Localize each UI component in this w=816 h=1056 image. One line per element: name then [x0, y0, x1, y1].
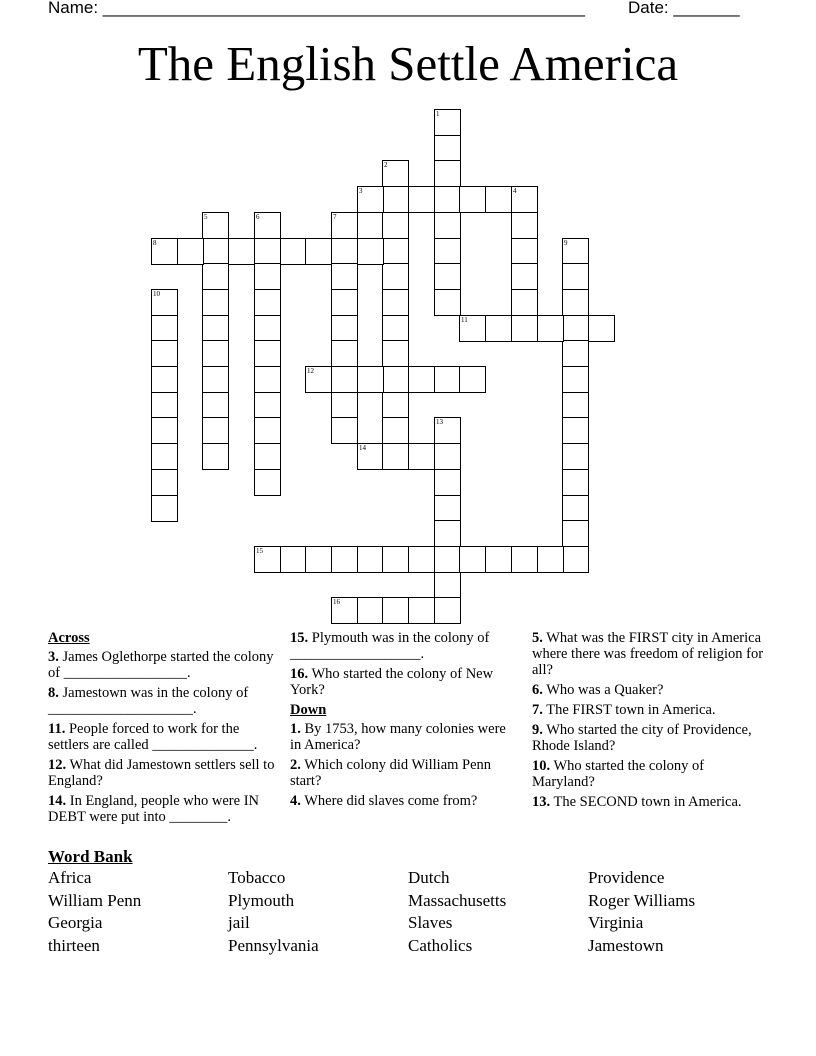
crossword-cell[interactable]	[202, 289, 229, 316]
cell-number: 14	[359, 444, 366, 452]
word-bank-item: Massachusetts	[408, 891, 507, 910]
crossword-cell[interactable]	[202, 212, 229, 239]
crossword-cell[interactable]	[254, 315, 281, 342]
crossword-cell[interactable]	[202, 366, 229, 393]
crossword-cell[interactable]	[511, 315, 538, 342]
word-bank-item: Slaves	[408, 913, 453, 932]
crossword-cell[interactable]	[280, 238, 307, 265]
cell-number: 7	[333, 213, 337, 221]
crossword-cell[interactable]	[357, 238, 384, 265]
crossword-cell[interactable]	[562, 469, 589, 496]
crossword-cell[interactable]	[434, 366, 461, 393]
crossword-cell[interactable]	[434, 597, 461, 624]
crossword-cell[interactable]	[511, 212, 538, 239]
crossword-cell[interactable]	[408, 186, 435, 213]
crossword-cell[interactable]	[202, 340, 229, 367]
crossword-cell[interactable]	[382, 597, 409, 624]
crossword-cell[interactable]	[434, 135, 461, 162]
clue-across-11: 11. People forced to work for the settlers are called ______________.	[48, 721, 258, 753]
crossword-cell[interactable]	[151, 495, 178, 522]
crossword-cell[interactable]	[254, 289, 281, 316]
crossword-cell[interactable]	[537, 315, 564, 342]
crossword-cell[interactable]	[331, 238, 358, 265]
crossword-cell[interactable]	[511, 238, 538, 265]
crossword-cell[interactable]	[434, 263, 461, 290]
word-bank-item: Pennsylvania	[228, 936, 319, 955]
word-bank-item: Providence	[588, 868, 665, 887]
word-bank-item: William Penn	[48, 891, 142, 910]
crossword-cell[interactable]	[254, 469, 281, 496]
crossword-cell[interactable]	[511, 289, 538, 316]
crossword-cell[interactable]	[151, 315, 178, 342]
crossword-cell[interactable]	[254, 263, 281, 290]
crossword-cell[interactable]	[202, 392, 229, 419]
crossword-cell[interactable]	[151, 469, 178, 496]
crossword-cell[interactable]	[331, 417, 358, 444]
cell-number: 16	[333, 598, 340, 606]
clue-down-9: 9. Who started the city of Providence, Rhode Island?	[532, 722, 752, 754]
crossword-cell[interactable]	[459, 186, 486, 213]
crossword-cell[interactable]	[434, 186, 461, 213]
crossword-cell[interactable]	[588, 315, 615, 342]
crossword-cell[interactable]	[382, 392, 409, 419]
clue-across-15: 15. Plymouth was in the colony of __________________.	[290, 630, 490, 662]
page-title: The English Settle America	[137, 36, 679, 91]
word-bank-item: Catholics	[408, 936, 473, 955]
crossword-cell[interactable]	[357, 443, 384, 470]
crossword-cell[interactable]	[202, 417, 229, 444]
crossword-cell[interactable]	[408, 443, 435, 470]
crossword-cell[interactable]	[151, 392, 178, 419]
cell-number: 9	[564, 239, 568, 247]
crossword-cell[interactable]	[151, 443, 178, 470]
crossword-cell[interactable]	[357, 366, 384, 393]
crossword-cell[interactable]	[357, 186, 384, 213]
word-bank-item: thirteen	[48, 936, 100, 955]
crossword-cell[interactable]	[331, 597, 358, 624]
crossword-cell[interactable]	[331, 392, 358, 419]
crossword-cell[interactable]	[562, 520, 589, 547]
crossword-cell[interactable]	[151, 340, 178, 367]
crossword-cell[interactable]	[382, 315, 409, 342]
crossword-cell[interactable]	[254, 443, 281, 470]
crossword-cell[interactable]	[562, 263, 589, 290]
crossword-cell[interactable]	[254, 340, 281, 367]
word-bank-item: Plymouth	[228, 891, 295, 910]
crossword-cell[interactable]	[434, 212, 461, 239]
crossword-cell[interactable]	[485, 186, 512, 213]
date-field[interactable]: Date: _______	[628, 0, 740, 17]
crossword-cell[interactable]	[485, 315, 512, 342]
crossword-cell[interactable]	[202, 315, 229, 342]
cell-number: 12	[307, 367, 314, 375]
crossword-cell[interactable]	[151, 289, 178, 316]
word-bank-item: Tobacco	[228, 868, 286, 887]
word-bank-item: Jamestown	[588, 936, 664, 955]
cell-number: 5	[204, 213, 208, 221]
crossword-cell[interactable]	[511, 263, 538, 290]
crossword-cell[interactable]	[537, 546, 564, 573]
across-heading: Across	[48, 630, 90, 646]
clues-column-1	[48, 630, 278, 829]
crossword-cell[interactable]	[434, 495, 461, 522]
crossword-cell[interactable]	[382, 443, 409, 470]
crossword-cell[interactable]	[434, 289, 461, 316]
clue-down-2: 2. Which colony did William Penn start?	[290, 757, 492, 789]
crossword-cell[interactable]	[254, 417, 281, 444]
clue-down-1: 1. By 1753, how many colonies were in America?	[290, 721, 506, 753]
word-bank-item: jail	[228, 913, 250, 932]
cell-number: 3	[359, 187, 363, 195]
crossword-cell[interactable]	[434, 520, 461, 547]
crossword-cell[interactable]	[382, 340, 409, 367]
word-bank-item: Virginia	[588, 913, 644, 932]
crossword-cell[interactable]	[434, 443, 461, 470]
clue-down-6: 6. Who was a Quaker?	[532, 682, 664, 698]
word-bank-item: Georgia	[48, 913, 103, 932]
crossword-cell[interactable]	[254, 212, 281, 239]
crossword-cell[interactable]	[382, 186, 409, 213]
crossword-cell[interactable]	[562, 340, 589, 367]
cell-number: 1	[436, 110, 440, 118]
clue-across-12: 12. What did Jamestown settlers sell to England?	[48, 757, 275, 789]
crossword-cell[interactable]	[305, 546, 332, 573]
cell-number: 10	[153, 290, 160, 298]
clue-across-14: 14. In England, people who were IN DEBT were put into ________.	[48, 793, 259, 825]
crossword-cell[interactable]	[408, 366, 435, 393]
crossword-cell[interactable]	[562, 546, 589, 573]
crossword-cell[interactable]	[511, 186, 538, 213]
clue-across-8: 8. Jamestown was in the colony of ____________________.	[48, 685, 249, 717]
crossword-cell[interactable]	[562, 238, 589, 265]
crossword-cell[interactable]	[434, 160, 461, 187]
crossword-cell[interactable]	[562, 366, 589, 393]
crossword-cell[interactable]	[331, 340, 358, 367]
crossword-cell[interactable]	[434, 572, 461, 599]
crossword-cell[interactable]	[280, 546, 307, 573]
crossword-cell[interactable]	[382, 546, 409, 573]
crossword-cell[interactable]	[331, 366, 358, 393]
crossword-cell[interactable]	[434, 469, 461, 496]
crossword-cell[interactable]	[434, 546, 461, 573]
cell-number: 4	[513, 187, 517, 195]
clue-down-4: 4. Where did slaves come from?	[290, 793, 478, 809]
clue-down-5: 5. What was the FIRST city in America where there was freedom of religion for all?	[532, 630, 764, 678]
crossword-cell[interactable]	[357, 597, 384, 624]
crossword-cell[interactable]	[305, 366, 332, 393]
clue-down-7: 7. The FIRST town in America.	[532, 702, 716, 718]
crossword-cell[interactable]	[459, 546, 486, 573]
crossword-cell[interactable]	[151, 238, 178, 265]
cell-number: 2	[384, 161, 388, 169]
crossword-cell[interactable]	[382, 263, 409, 290]
crossword-cell[interactable]	[511, 546, 538, 573]
crossword-cell[interactable]	[459, 315, 486, 342]
clue-across-3: 3. James Oglethorpe started the colony of _________________.	[48, 649, 274, 681]
crossword-cell[interactable]	[562, 417, 589, 444]
crossword-cell[interactable]	[562, 315, 589, 342]
crossword-cell[interactable]	[177, 238, 204, 265]
crossword-cell[interactable]	[331, 315, 358, 342]
crossword-cell[interactable]	[485, 546, 512, 573]
crossword-cell[interactable]	[202, 443, 229, 470]
clues-column-2	[290, 630, 510, 813]
word-bank-item: Roger Williams	[588, 891, 696, 910]
crossword-cell[interactable]	[151, 417, 178, 444]
crossword-cell[interactable]	[254, 366, 281, 393]
crossword-cell[interactable]	[434, 109, 461, 136]
crossword-cell[interactable]	[202, 263, 229, 290]
crossword-cell[interactable]	[382, 366, 409, 393]
crossword-cell[interactable]	[228, 238, 255, 265]
crossword-cell[interactable]	[254, 392, 281, 419]
crossword-cell[interactable]	[357, 546, 384, 573]
clue-across-16: 16. Who started the colony of New York?	[290, 666, 494, 698]
crossword-cell[interactable]	[331, 263, 358, 290]
crossword-cell[interactable]	[382, 289, 409, 316]
crossword-cell[interactable]	[408, 597, 435, 624]
crossword-cell[interactable]	[254, 546, 281, 573]
crossword-cell[interactable]	[562, 289, 589, 316]
crossword-cell[interactable]	[151, 366, 178, 393]
crossword-cell[interactable]	[562, 495, 589, 522]
crossword-cell[interactable]	[434, 238, 461, 265]
crossword-cell[interactable]	[408, 546, 435, 573]
crossword-cell[interactable]	[382, 212, 409, 239]
crossword-cell[interactable]	[202, 238, 229, 265]
cell-number: 15	[256, 547, 263, 555]
crossword-cell[interactable]	[382, 160, 409, 187]
crossword-cell[interactable]	[459, 366, 486, 393]
cell-number: 13	[436, 418, 443, 426]
crossword-cell[interactable]	[331, 289, 358, 316]
clues-column-3	[532, 630, 768, 814]
crossword-cell[interactable]	[434, 417, 461, 444]
cell-number: 11	[461, 316, 468, 324]
crossword-cell[interactable]	[305, 238, 332, 265]
cell-number: 6	[256, 213, 260, 221]
word-bank-item: Africa	[48, 868, 92, 887]
clue-down-10: 10. Who started the colony of Maryland?	[532, 758, 705, 790]
down-heading: Down	[290, 702, 327, 718]
name-field[interactable]: Name: ___________________________________________________	[48, 0, 585, 17]
word-bank-heading: Word Bank	[48, 847, 133, 866]
crossword-cell[interactable]	[562, 392, 589, 419]
word-bank-item: Dutch	[408, 868, 450, 887]
crossword-cell[interactable]	[562, 443, 589, 470]
crossword-cell[interactable]	[382, 417, 409, 444]
crossword-cell[interactable]	[331, 212, 358, 239]
crossword-cell[interactable]	[254, 238, 281, 265]
crossword-cell[interactable]	[382, 238, 409, 265]
clue-down-13: 13. The SECOND town in America.	[532, 794, 742, 810]
cell-number: 8	[153, 239, 157, 247]
crossword-cell[interactable]	[331, 546, 358, 573]
